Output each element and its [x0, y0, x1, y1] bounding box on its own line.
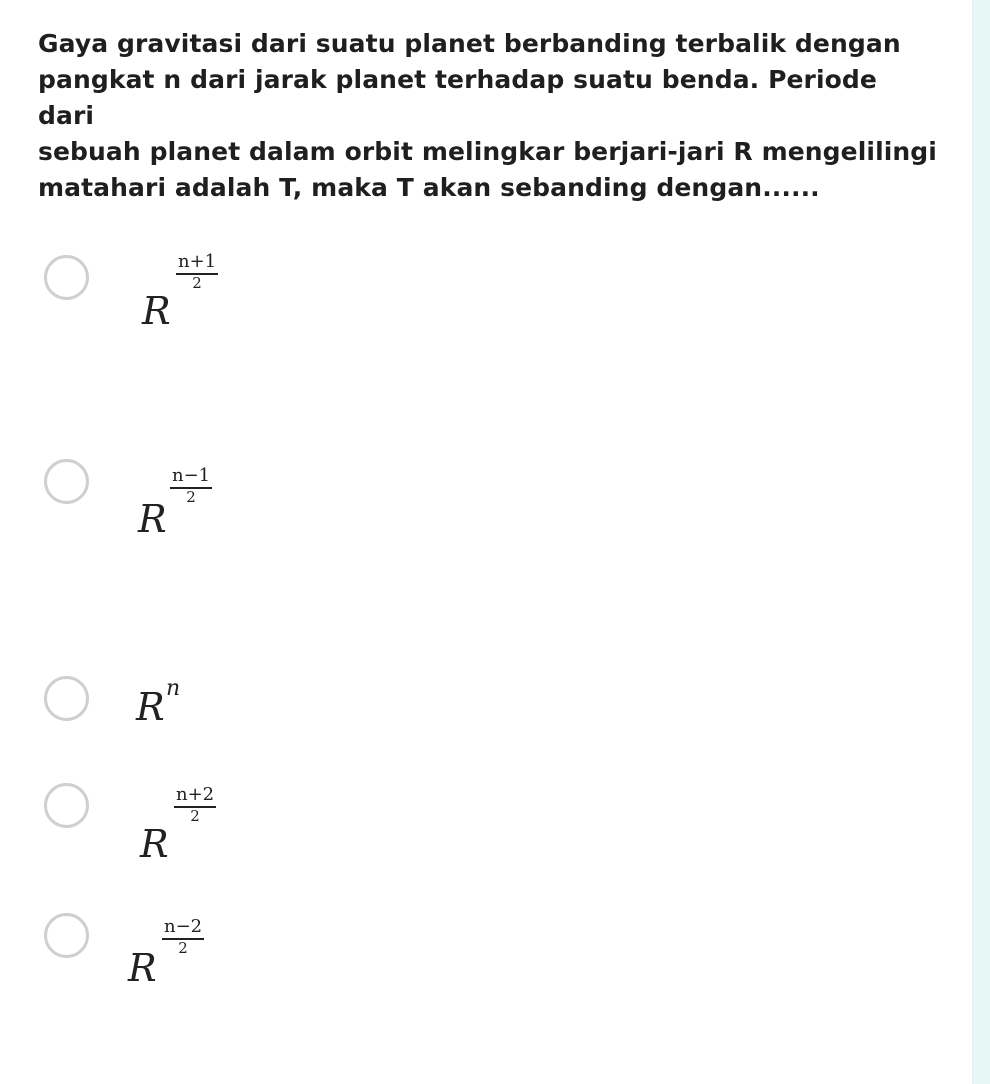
- question-text: Gaya gravitasi dari suatu planet berbanding terbalik dengan pangkat n dari jarak planet terhadap suatu benda. Periode dari sebuah planet dalam orbit melingkar berjari-jari R mengelilingi matahari adalah T, maka T akan sebanding dengan......: [38, 29, 937, 202]
- option-1-radio[interactable]: [44, 255, 89, 300]
- option-2[interactable]: [44, 458, 444, 578]
- option-5-base: R: [128, 946, 157, 990]
- option-5-denominator: 2: [178, 939, 188, 957]
- option-3-base: R: [136, 685, 165, 729]
- option-3-exponent: n: [166, 676, 181, 701]
- option-1-base: R: [142, 289, 171, 333]
- option-2-radio[interactable]: [44, 459, 89, 504]
- option-2-exponent: [170, 466, 212, 506]
- option-2-denominator: 2: [186, 488, 196, 506]
- option-1-exponent: [176, 252, 218, 292]
- option-1-numerator: n+1: [176, 252, 218, 275]
- option-1-denominator: 2: [192, 274, 202, 292]
- scrollbar-track[interactable]: [972, 0, 990, 1084]
- option-4-numerator: n+2: [174, 785, 216, 808]
- option-4-denominator: 2: [190, 807, 200, 825]
- option-5-exponent: [162, 917, 204, 957]
- option-1[interactable]: [44, 250, 444, 370]
- option-2-numerator: n−1: [170, 466, 212, 489]
- option-3-radio[interactable]: [44, 676, 89, 721]
- option-4-exponent: [174, 785, 216, 825]
- option-4-base: R: [140, 822, 169, 866]
- option-2-base: R: [138, 497, 167, 541]
- option-5-radio[interactable]: [44, 913, 89, 958]
- option-3[interactable]: [44, 676, 444, 796]
- option-4-radio[interactable]: [44, 783, 89, 828]
- option-5-numerator: n−2: [162, 917, 204, 940]
- option-5[interactable]: [44, 913, 444, 1033]
- option-4[interactable]: [44, 783, 444, 903]
